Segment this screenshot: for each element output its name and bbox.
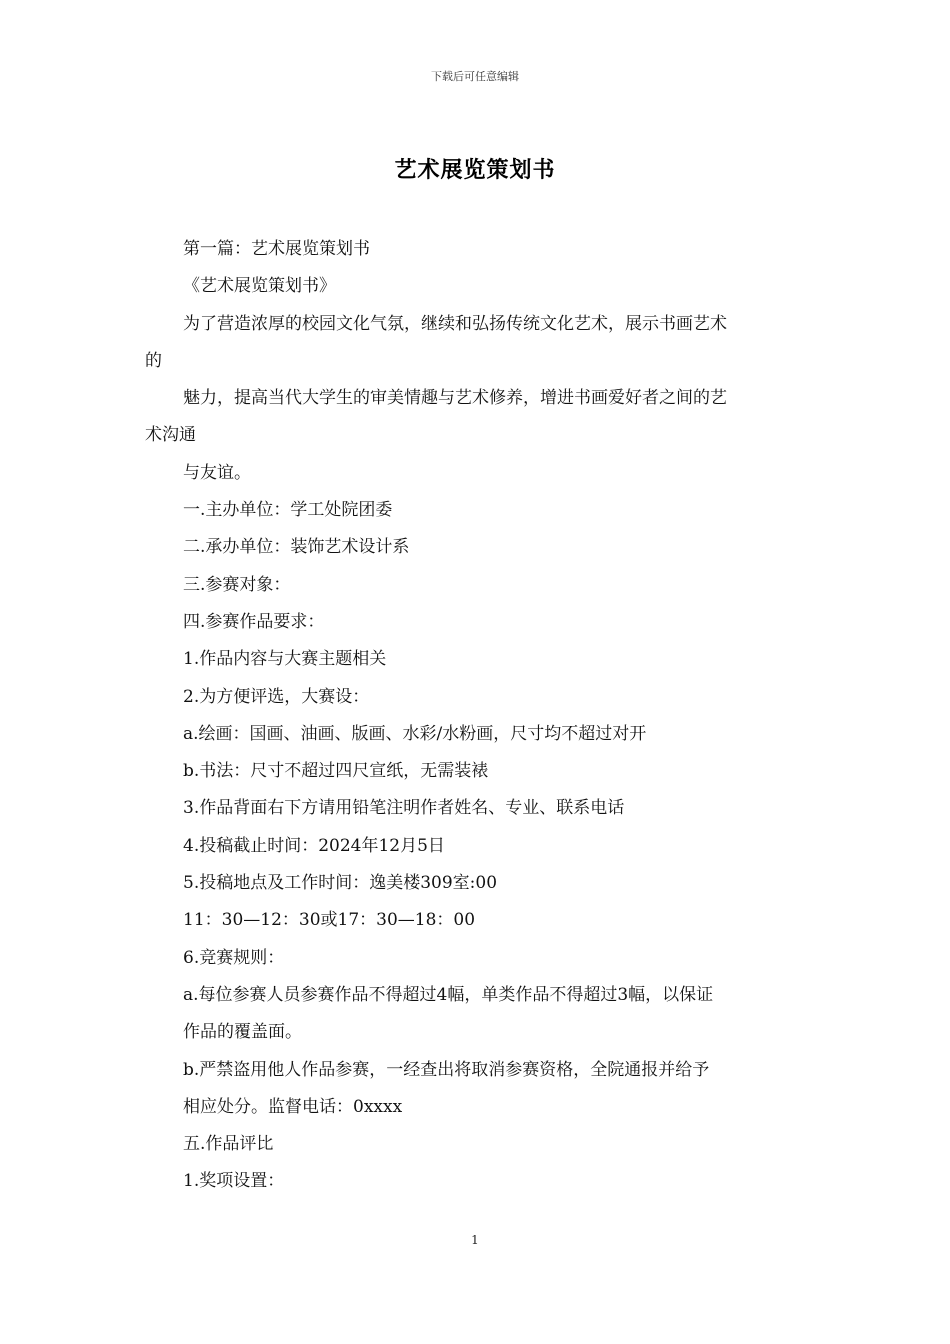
section-heading: 二.承办单位：装饰艺术设计系 (183, 537, 410, 558)
list-item: 11：30—12：30或17：30—18：00 (183, 910, 476, 931)
section-heading: 三.参赛对象： (183, 574, 291, 595)
list-item: 1.作品内容与大赛主题相关 (183, 649, 387, 670)
page-number: 1 (471, 1233, 479, 1247)
section-heading: 五.作品评比 (183, 1134, 274, 1155)
list-item: b.书法：尺寸不超过四尺宣纸，无需装裱 (183, 761, 489, 782)
paragraph-line: 第一篇：艺术展览策划书 (183, 239, 370, 259)
paragraph-line: 《艺术展览策划书》 (183, 276, 336, 297)
paragraph-line: 与友谊。 (183, 462, 251, 483)
list-item: 6.竞赛规则： (183, 947, 285, 968)
document-title: 艺术展览策划书 (394, 157, 556, 183)
list-item: 2.为方便评选，大赛设： (183, 686, 370, 707)
list-item: 1.奖项设置： (183, 1171, 285, 1192)
paragraph-line: 的 (145, 350, 162, 371)
list-item: 作品的覆盖面。 (183, 1022, 302, 1043)
section-heading: 一.主办单位：学工处院团委 (183, 500, 393, 521)
list-item: 5.投稿地点及工作时间：逸美楼309室:00 (183, 873, 498, 894)
paragraph-line: 术沟通 (145, 425, 196, 446)
section-heading: 四.参赛作品要求： (183, 611, 325, 632)
paragraph-line: 魅力，提高当代大学生的审美情趣与艺术修养，增进书画爱好者之间的艺 (183, 388, 727, 409)
list-item: a.绘画：国画、油画、版画、水彩/水粉画，尺寸均不超过对开 (183, 723, 647, 744)
header-note: 下载后可任意编辑 (431, 70, 519, 83)
document-body (145, 231, 810, 1201)
list-item: 相应处分。监督电话：0xxxx (183, 1096, 403, 1117)
list-item: 4.投稿截止时间：2024年12月5日 (183, 835, 445, 856)
paragraph-line: 为了营造浓厚的校园文化气氛，继续和弘扬传统文化艺术，展示书画艺术 (183, 313, 727, 334)
list-item: 3.作品背面右下方请用铅笔注明作者姓名、专业、联系电话 (183, 798, 625, 819)
list-item: b.严禁盗用他人作品参赛，一经查出将取消参赛资格，全院通报并给予 (183, 1059, 710, 1080)
list-item: a.每位参赛人员参赛作品不得超过4幅，单类作品不得超过3幅，以保证 (183, 984, 714, 1005)
